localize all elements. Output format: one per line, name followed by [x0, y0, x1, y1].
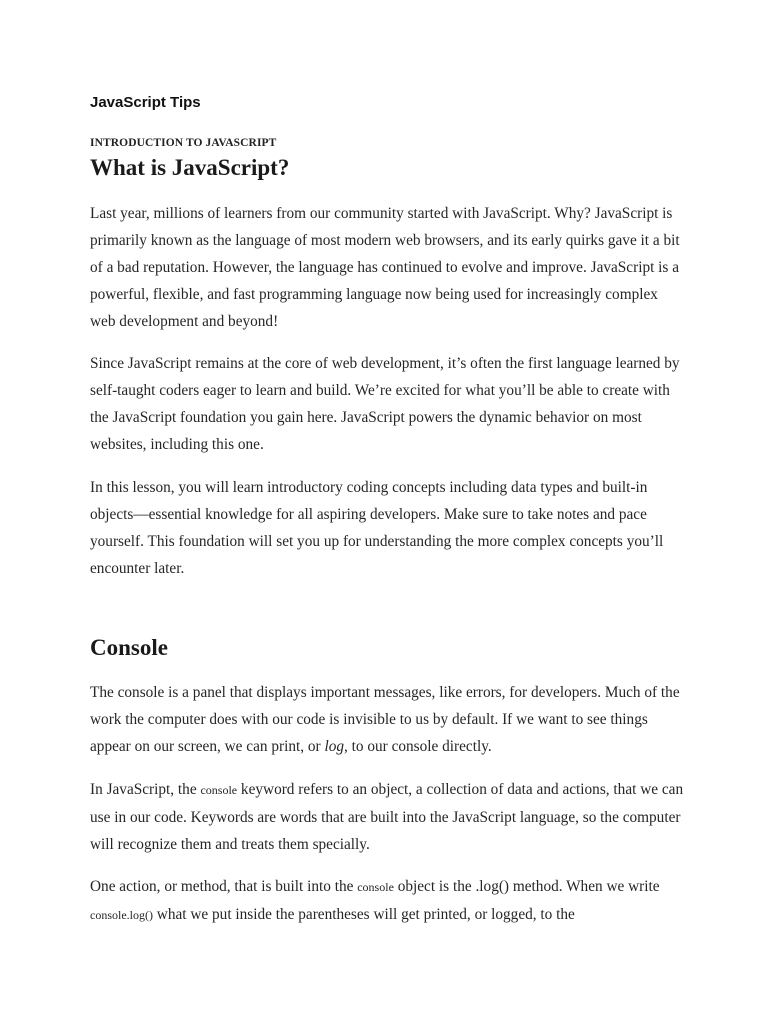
paragraph-core: Since JavaScript remains at the core of web development, it’s often the first language learned by self-taught coders eager to learn and build. We’re excited for what you’ll be able to create with the JavaScript foundation you gain here. JavaScript powers the dynamic behavior on most websites, including this one.	[90, 355, 680, 453]
text-run: method. When we write	[509, 878, 660, 895]
text-run: The console is a panel that displays important messages, like errors, for developers. Much of the work the computer does with our code is invisible to us by default. If we want to see things appear on our screen, we can print, or	[90, 684, 680, 755]
text-run: object is the	[393, 878, 476, 895]
inline-code-log: .log()	[475, 878, 510, 895]
text-run: In JavaScript, the	[90, 781, 201, 798]
paragraph-log-method	[90, 873, 686, 929]
document-title: JavaScript Tips	[90, 94, 201, 111]
paragraph-console-keyword	[90, 776, 686, 858]
emphasis-log: log	[324, 738, 344, 755]
heading-console: Console	[90, 635, 168, 660]
text-run: , to our console directly.	[344, 738, 492, 755]
heading-what-is-javascript: What is JavaScript?	[90, 155, 290, 180]
section-kicker: INTRODUCTION TO JAVASCRIPT	[90, 137, 277, 149]
inline-code-console: console	[357, 880, 394, 894]
text-run: One action, or method, that is built into the	[90, 878, 358, 895]
paragraph-intro: Last year, millions of learners from our community started with JavaScript. Why? JavaScript is primarily known as the language of most modern web browsers, and its early quirks gave it a bit of a bad reputation. However, the language has continued to evolve and improve. JavaScript is a powerful, flexible, and fast programming language now being used for increasingly complex web development and beyond!	[90, 205, 680, 330]
inline-code-console-log: console.log()	[90, 908, 153, 922]
paragraph-lesson: In this lesson, you will learn introductory coding concepts including data types and built-in objects—essential knowledge for all aspiring developers. Make sure to take notes and pace yourself. This foundation will set you up for understanding the more complex concepts you’ll encounter later.	[90, 479, 664, 577]
paragraph-console-panel	[90, 679, 686, 760]
text-run: what we put inside the parentheses will get printed, or logged, to the	[152, 906, 575, 923]
inline-code-console: console	[200, 783, 238, 797]
text-run: keyword refers to an object, a collection of data and actions, that we can use in our code. Keywords are words that are built into the JavaScript language, so the computer will recognize them and treats them specially.	[90, 781, 684, 853]
